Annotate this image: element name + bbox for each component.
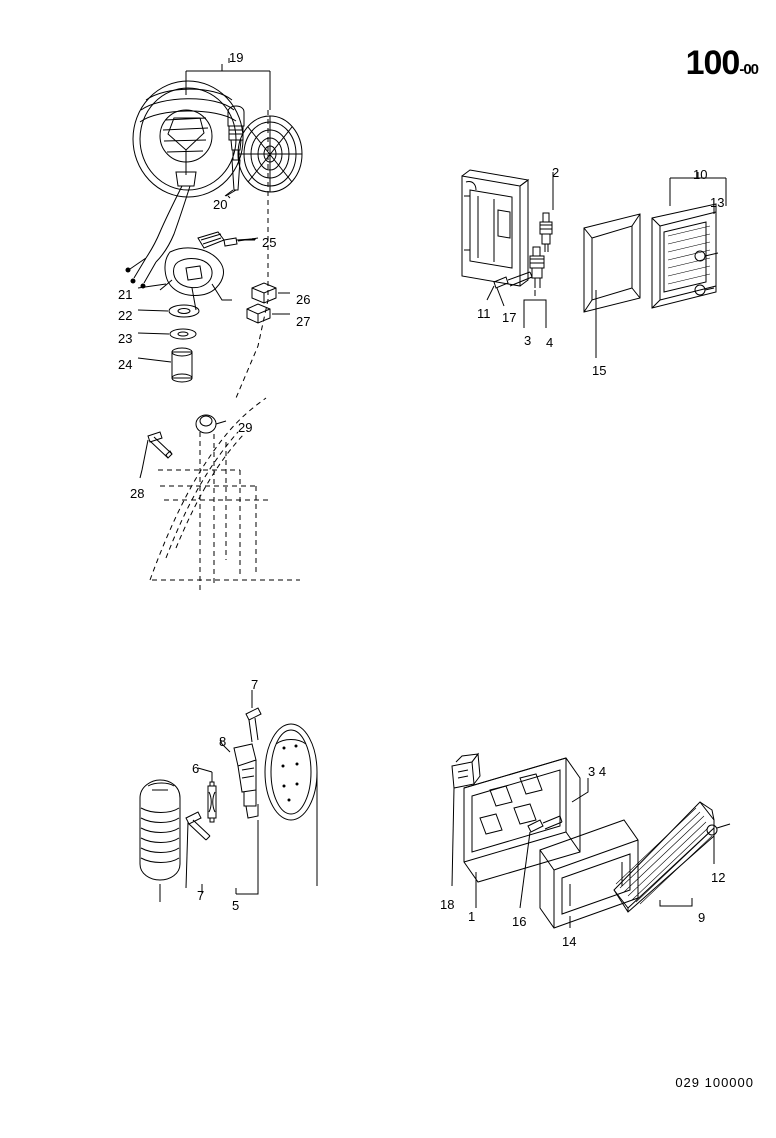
callout-28: 28 [130, 486, 145, 501]
callout-7-top: 7 [251, 677, 259, 692]
callout-3-4: 3 4 [588, 764, 607, 779]
callout-4: 4 [546, 335, 554, 350]
callout-26: 26 [296, 292, 311, 307]
callout-25: 25 [262, 235, 277, 250]
callout-19: 19 [229, 50, 244, 65]
plate-number-suffix: 00 [743, 61, 758, 78]
callout-10: 10 [693, 167, 708, 182]
callout-12: 12 [711, 870, 726, 885]
callout-16: 16 [512, 914, 527, 929]
plate-number-suffix-dash: - [739, 61, 744, 78]
plate-number-main: 100 [685, 44, 740, 82]
callout-21: 21 [118, 287, 133, 302]
callout-23: 23 [118, 331, 133, 346]
callout-14: 14 [562, 934, 577, 949]
callout-17: 17 [502, 310, 517, 325]
callout-24: 24 [118, 357, 133, 372]
callout-18: 18 [440, 897, 455, 912]
callout-1: 1 [468, 909, 476, 924]
callout-6: 6 [192, 761, 200, 776]
callout-9: 9 [698, 910, 706, 925]
callout-20: 20 [213, 197, 228, 212]
callout-27: 27 [296, 314, 311, 329]
callout-29: 29 [238, 420, 253, 435]
callout-2: 2 [552, 165, 560, 180]
callout-15: 15 [592, 363, 607, 378]
callout-5: 5 [232, 898, 240, 913]
callout-22: 22 [118, 308, 133, 323]
plate-number [686, 44, 758, 83]
callout-13: 13 [710, 195, 725, 210]
callout-8: 8 [219, 734, 227, 749]
callout-11: 11 [477, 306, 491, 321]
footer-code: 029 100000 [675, 1075, 754, 1090]
callout-7-bottom: 7 [197, 888, 205, 903]
callout-3: 3 [524, 333, 532, 348]
